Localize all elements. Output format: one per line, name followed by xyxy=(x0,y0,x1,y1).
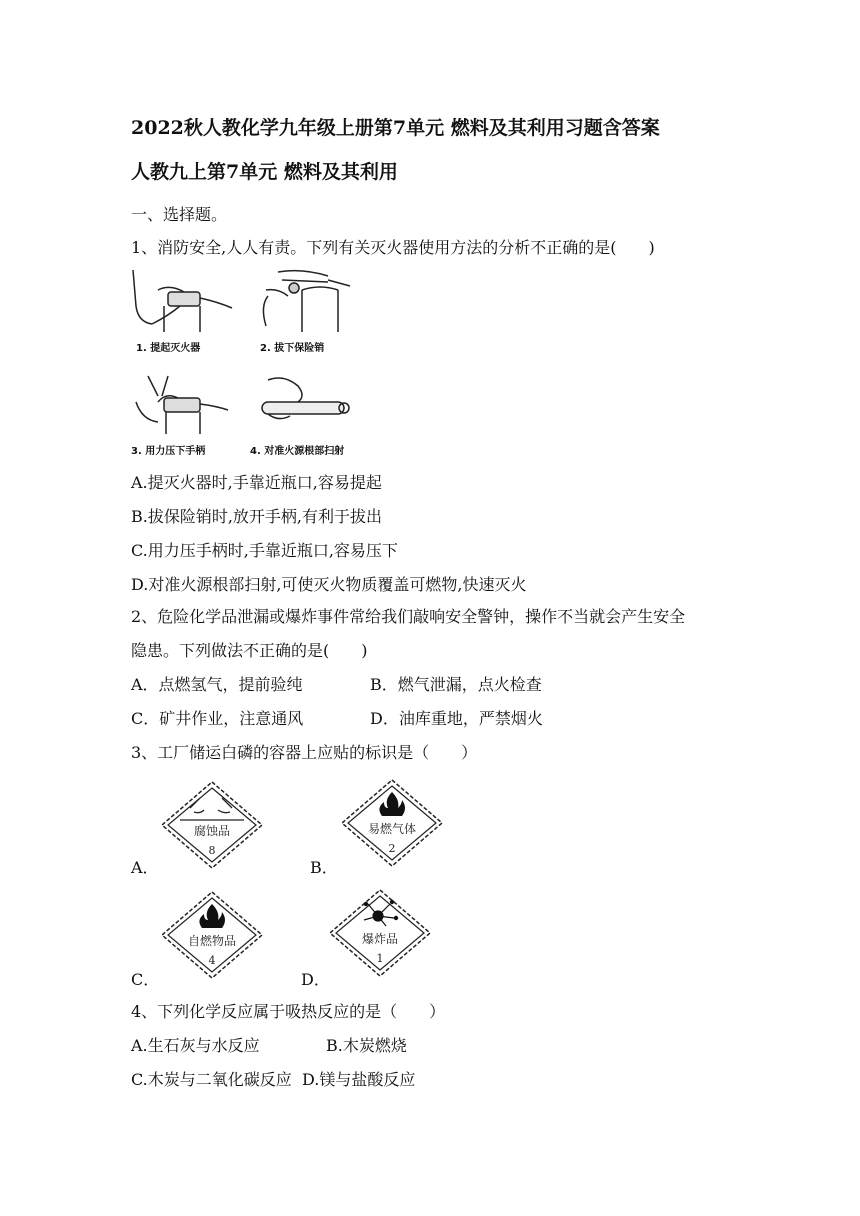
sign-label-explosive: 爆炸品 xyxy=(361,932,399,946)
extinguisher-step-2-image xyxy=(258,266,358,334)
question-3-option-c: C． xyxy=(131,970,160,989)
sign-number-spontaneous-combustion: 4 xyxy=(208,954,216,967)
section-heading: 一、选择题。 xyxy=(131,205,228,224)
question-4-stem: 4、下列化学反应属于吸热反应的是（ ） xyxy=(131,1002,446,1021)
extinguisher-step-4-image xyxy=(258,372,358,436)
question-3-stem: 3、工厂储运白磷的容器上应贴的标识是（ ） xyxy=(131,743,478,762)
document-subtitle: 人教九上第7单元 燃料及其利用 xyxy=(131,161,398,183)
question-1-option-c: C.用力压手柄时,手靠近瓶口,容易压下 xyxy=(131,541,398,560)
sign-number-flammable-gas: 2 xyxy=(388,842,396,855)
question-4-option-b: B.木炭燃烧 xyxy=(326,1036,407,1055)
sign-number-explosive: 1 xyxy=(376,952,384,965)
corrosive-sign xyxy=(160,780,264,870)
question-2-stem-line-2: 隐患。下列做法不正确的是( ) xyxy=(131,641,368,660)
question-2-option-d: D．油库重地，严禁烟火 xyxy=(370,709,543,728)
sign-label-corrosive: 腐蚀品 xyxy=(193,824,231,838)
question-3-option-d: D． xyxy=(301,970,330,989)
question-1-stem: 1、消防安全,人人有责。下列有关灭火器使用方法的分析不正确的是( ) xyxy=(131,238,655,257)
question-2-option-b: B．燃气泄漏，点火检查 xyxy=(370,675,542,694)
question-1-option-b: B.拔保险销时,放开手柄,有利于拔出 xyxy=(131,507,383,526)
question-2-option-c: C．矿井作业，注意通风 xyxy=(131,709,304,728)
question-2-option-a: A．点燃氢气，提前验纯 xyxy=(131,675,303,694)
question-2-stem-line-1: 2、危险化学品泄漏或爆炸事件常给我们敲响安全警钟，操作不当就会产生安全 xyxy=(131,607,686,626)
question-1-option-d: D.对准火源根部扫射,可使灭火物质覆盖可燃物,快速灭火 xyxy=(131,575,527,594)
question-1-option-a: A.提灭火器时,手靠近瓶口,容易提起 xyxy=(131,473,382,492)
caption-step-3: 3. 用力压下手柄 xyxy=(131,446,206,457)
sign-label-spontaneous-combustion: 自燃物品 xyxy=(187,934,237,948)
question-4-option-a: A.生石灰与水反应 xyxy=(131,1036,260,1055)
spontaneous-combustion-sign xyxy=(160,890,264,980)
explosive-sign xyxy=(328,888,432,978)
caption-step-2: 2. 拔下保险销 xyxy=(260,343,325,354)
extinguisher-step-3-image xyxy=(128,372,238,436)
caption-step-1: 1. 提起灭火器 xyxy=(136,343,201,354)
extinguisher-step-1-image xyxy=(128,266,238,334)
question-4-option-d: D.镁与盐酸反应 xyxy=(302,1070,416,1089)
question-3-option-a: A． xyxy=(131,858,159,877)
caption-step-4: 4. 对准火源根部扫射 xyxy=(250,446,345,457)
sign-label-flammable-gas: 易燃气体 xyxy=(367,822,417,836)
document-title: 2022秋人教化学九年级上册第7单元 燃料及其利用习题含答案 xyxy=(131,117,660,139)
question-4-option-c: C.木炭与二氧化碳反应 xyxy=(131,1070,292,1089)
sign-number-corrosive: 8 xyxy=(208,844,216,857)
flammable-gas-sign xyxy=(340,778,444,868)
question-3-option-b: B． xyxy=(310,858,338,877)
